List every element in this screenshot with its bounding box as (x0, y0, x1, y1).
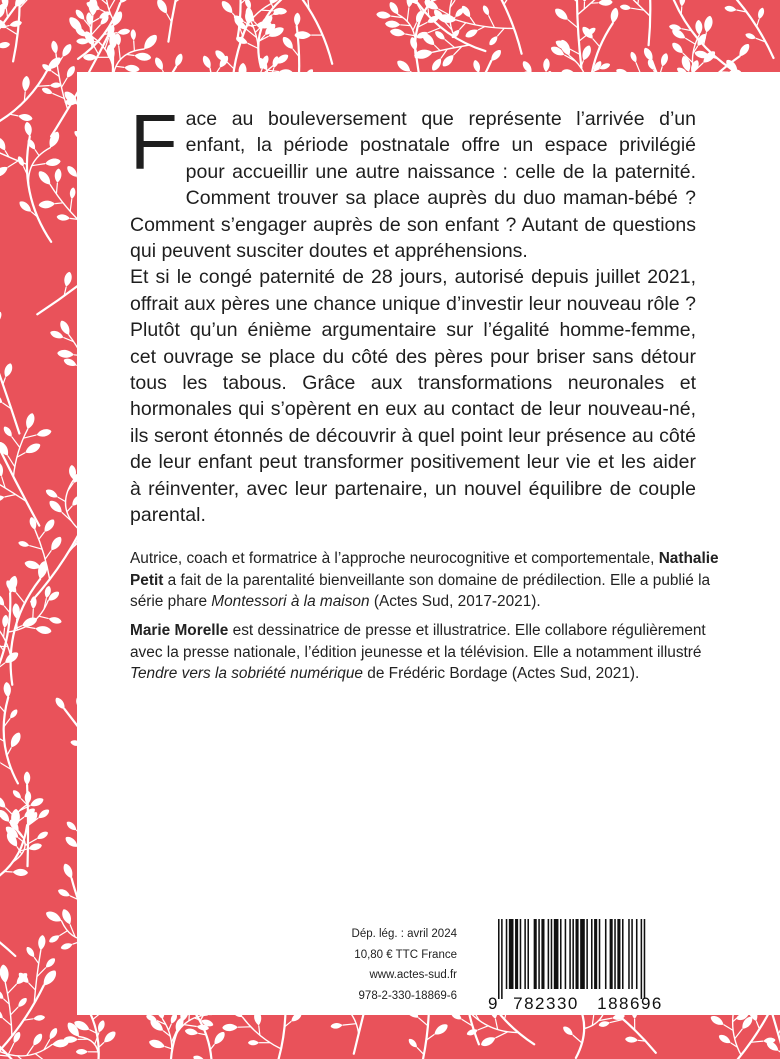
back-cover-panel (77, 72, 780, 1015)
barcode-digit-first: 9 (488, 994, 499, 1012)
author-name: Nathalie Petit (130, 550, 719, 589)
barcode (484, 917, 680, 1012)
author-bio-middle: a fait de la parentalité bienveillante son domaine de prédilection. Elle a publié la série phare (130, 571, 711, 611)
price: 10,80 € TTC France (354, 948, 457, 961)
series-title: Montessori à la maison (211, 593, 370, 611)
author-bio (130, 548, 730, 613)
legal-deposit: Dép. lég. : avril 2024 (351, 928, 457, 940)
barcode-digits-left: 782330 (513, 994, 579, 1012)
barcode-digits-right: 188696 (597, 994, 663, 1012)
illustrated-book-title: Tendre vers la sobriété numérique (130, 665, 363, 683)
drop-cap: F (130, 98, 178, 186)
blurb-text (130, 98, 696, 529)
blurb-paragraph-1-text: ace au bouleversement que représente l’arrivée d’un enfant, la période postnatale offre un espace privilégié pour accueillir une autre naissance : celle de la paternité. Comment trouver sa place auprès du duo maman-bébé ? Comment s’engager auprès de son enfant ? Autant de questions qui peuvent susciter doutes et appréhensions. (130, 108, 696, 263)
isbn: 978-2-330-18869-6 (358, 989, 457, 1002)
blurb-paragraph-2: Et si le congé paternité de 28 jours, autorisé depuis juillet 2021, offrait aux pères une chance unique d’investir leur nouveau rôle ? Plutôt qu’un énième argumentaire sur l’égalité homme-femme, cet ouvrage se place du côté des pères pour briser sans détour tous les tabous. Grâce aux transformations neuronales et hormonales qui s’opèrent en eux au contact de leur nouveau-né, ils seront étonnés de découvrir à quel point leur présence au côté de leur enfant peut transformer positivement leur vie et les aider à réinventer, avec leur partenaire, un nouvel équilibre de couple parental. (130, 266, 696, 527)
illustrator-bio (130, 620, 730, 685)
blurb-paragraph-1 (130, 98, 696, 264)
illustrator-bio-middle: est dessinatrice de presse et illustratrice. Elle collabore régulièrement avec la presse nationale, l’édition jeunesse et la télévision. Elle a notamment illustré (130, 622, 706, 661)
legal-info (277, 924, 457, 1006)
author-bio-end: (Actes Sud, 2017-2021). (369, 593, 541, 611)
illustrator-name: Marie Morelle (130, 622, 229, 639)
publisher-website: www.actes-sud.fr (369, 969, 457, 981)
illustrator-bio-end: de Frédéric Bordage (Actes Sud, 2021). (363, 665, 640, 683)
author-bio-intro: Autrice, coach et formatrice à l’approche neurocognitive et comportementale, (130, 550, 659, 567)
barcode-bars (484, 917, 680, 1012)
